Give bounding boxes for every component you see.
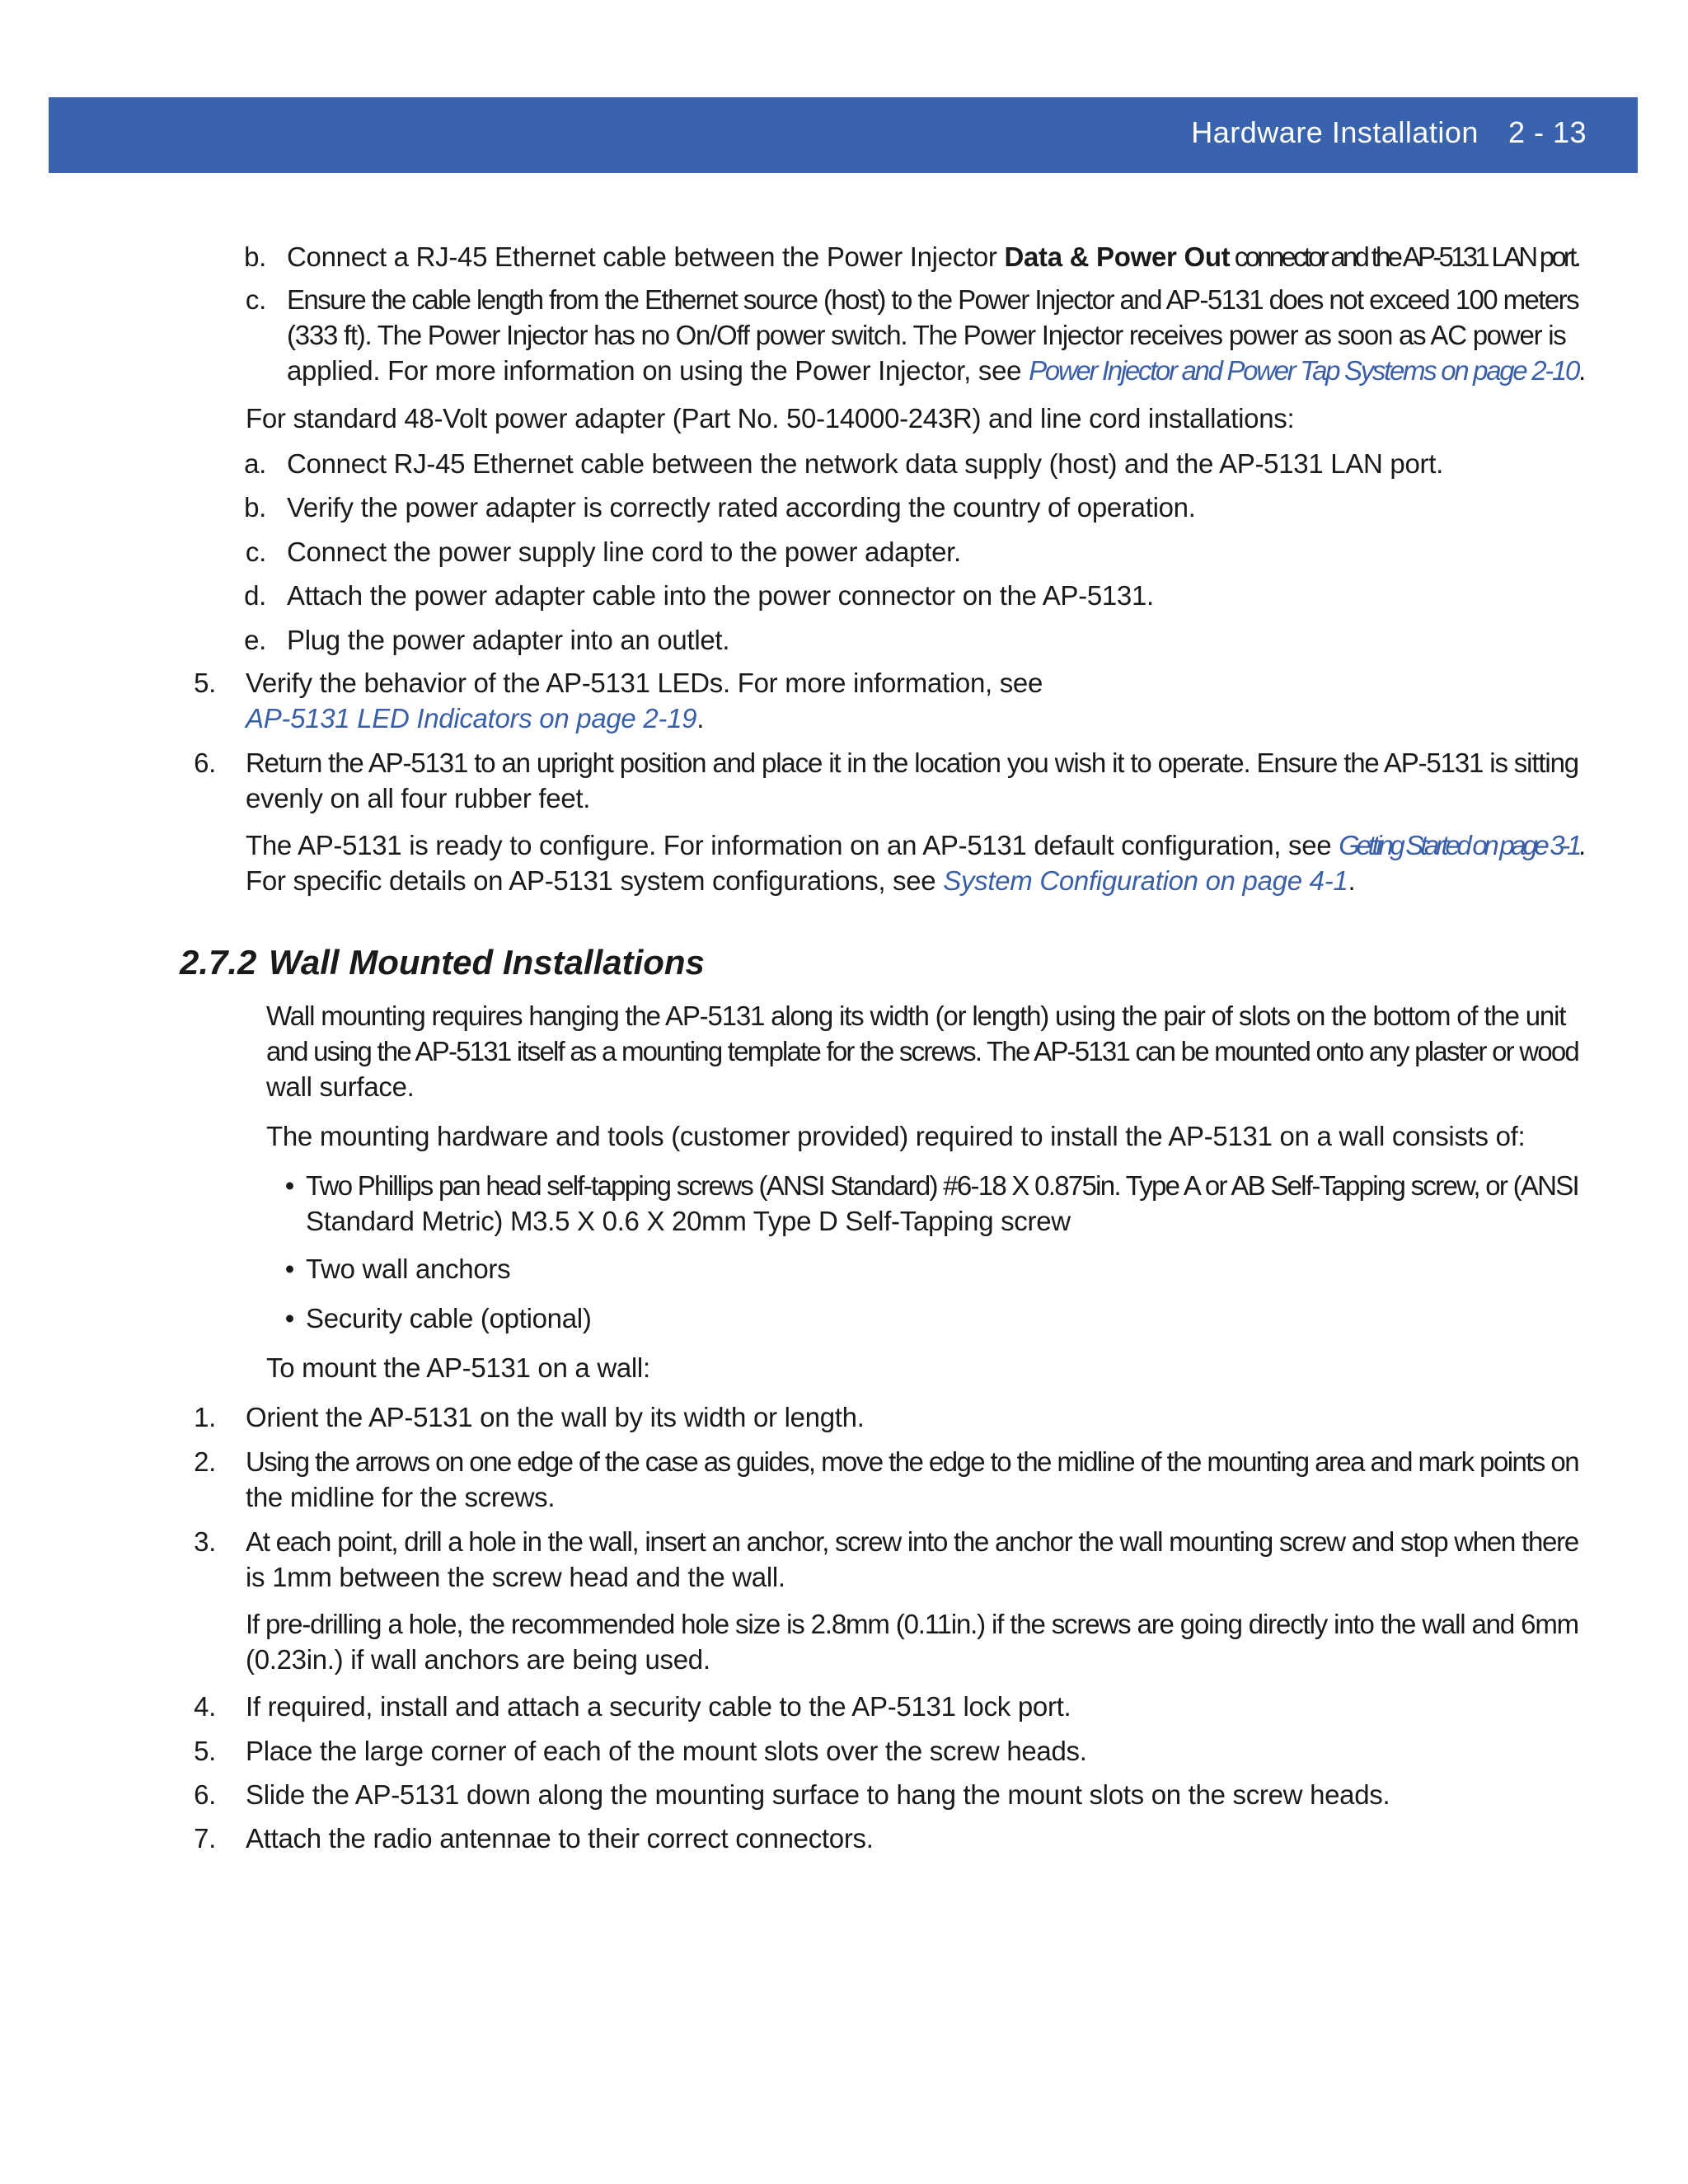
paragraph-text: For specific details on AP-5131 system configurations, see bbox=[246, 865, 944, 896]
step-text-line: At each point, drill a hole in the wall, insert an anchor, screw into the anchor the wall mounting screw and stop when there bbox=[246, 1526, 1578, 1557]
section-title: Wall Mounted Installations bbox=[269, 943, 705, 982]
link-power-injector[interactable]: Power Injector and Power Tap Systems on page 2-10 bbox=[1029, 355, 1578, 386]
step-text: Attach the power adapter cable into the power connector on the AP-5131. bbox=[287, 580, 1154, 611]
bullet-text-line: Standard Metric) M3.5 X 0.6 X 20mm Type D Self-Tapping screw bbox=[306, 1206, 1071, 1236]
bullet-glyph: • bbox=[284, 1303, 294, 1333]
hardware-intro: The mounting hardware and tools (customer provided) required to install the AP-5131 on a wall consists of: bbox=[266, 1121, 1526, 1151]
link-getting-started[interactable]: Getting Started on page 3-1 bbox=[1339, 830, 1578, 860]
mount-step-5 bbox=[181, 1733, 1087, 1769]
step-text-line: Return the AP-5131 to an upright position and place it in the location you wish it to operate. Ensure the AP-5131 is sitting bbox=[246, 748, 1578, 778]
mount-step-6 bbox=[181, 1777, 1390, 1812]
list-marker: 1. bbox=[194, 1402, 216, 1432]
punctuation: . bbox=[1348, 865, 1356, 896]
step-text-line: evenly on all four rubber feet. bbox=[246, 783, 591, 813]
list-marker: 4. bbox=[194, 1691, 216, 1722]
mount-step-4 bbox=[181, 1689, 1071, 1724]
step-text-line: (333 ft). The Power Injector has no On/Off power switch. The Power Injector receives power as soon as AC power is bbox=[287, 320, 1566, 350]
step-text: Verify the power adapter is correctly rated according the country of operation. bbox=[287, 492, 1196, 523]
section-number: 2.7.2 bbox=[180, 943, 257, 982]
list-marker: 5. bbox=[194, 668, 216, 698]
adapter-intro: For standard 48-Volt power adapter (Part No. 50-14000-243R) and line cord installations: bbox=[246, 403, 1295, 434]
wall-mount-intro bbox=[266, 998, 1578, 1104]
bullet-text: Two wall anchors bbox=[306, 1254, 511, 1284]
bullet-security-cable bbox=[266, 1301, 592, 1336]
step-text: Orient the AP-5131 on the wall by its width or length. bbox=[246, 1402, 865, 1432]
list-marker: b. bbox=[244, 241, 266, 272]
link-system-configuration[interactable]: System Configuration on page 4-1 bbox=[943, 865, 1348, 896]
note-line: If pre-drilling a hole, the recommended hole size is 2.8mm (0.11in.) if the screws are going directly into the wall and 6mm bbox=[246, 1609, 1578, 1639]
step-text-line: is 1mm between the screw head and the wall. bbox=[246, 1562, 785, 1592]
connector-label: Data & Power Out bbox=[1004, 241, 1231, 272]
list-marker: 7. bbox=[194, 1823, 216, 1854]
step-text-line: the midline for the screws. bbox=[246, 1482, 556, 1512]
mount-step-2 bbox=[181, 1444, 1578, 1515]
bullet-text-line: Two Phillips pan head self-tapping screws (ANSI Standard) #6-18 X 0.875in. Type A or AB Self-Tapping screw, or (ANSI bbox=[306, 1170, 1578, 1201]
mount-step-3-note bbox=[246, 1606, 1578, 1677]
punctuation: . bbox=[696, 703, 705, 733]
step-c-cable-length bbox=[246, 282, 1578, 388]
step-text-line: Ensure the cable length from the Ethernet source (host) to the Power Injector and AP-5131 does not exceed 100 meters bbox=[287, 284, 1578, 315]
step-text: If required, install and attach a security cable to the AP-5131 lock port. bbox=[246, 1691, 1071, 1722]
step-b-data-power-out bbox=[246, 239, 1578, 274]
list-marker: a. bbox=[244, 448, 266, 479]
list-marker: b. bbox=[244, 492, 266, 523]
adapter-step-e bbox=[246, 622, 729, 658]
step-text: connector and the AP-5131 LAN port. bbox=[1230, 241, 1578, 272]
list-marker: 5. bbox=[194, 1736, 216, 1766]
mount-step-3 bbox=[181, 1524, 1578, 1595]
paragraph-line: wall surface. bbox=[266, 1071, 415, 1102]
list-marker: c. bbox=[245, 284, 266, 315]
step-text: Place the large corner of each of the mount slots over the screw heads. bbox=[246, 1736, 1087, 1766]
list-marker: 2. bbox=[194, 1446, 216, 1477]
list-marker: 3. bbox=[194, 1526, 216, 1557]
adapter-step-d bbox=[246, 578, 1154, 613]
paragraph-text: The AP-5131 is ready to configure. For information on an AP-5131 default configuration, see bbox=[246, 830, 1339, 860]
adapter-step-a bbox=[246, 446, 1443, 481]
list-marker: c. bbox=[245, 537, 266, 567]
ready-to-configure bbox=[246, 827, 1578, 898]
adapter-step-c bbox=[246, 534, 961, 569]
header-text bbox=[1191, 115, 1587, 150]
list-marker: e. bbox=[244, 625, 266, 655]
mount-intro: To mount the AP-5131 on a wall: bbox=[266, 1352, 650, 1383]
step-text: Attach the radio antennae to their correct connectors. bbox=[246, 1823, 874, 1854]
paragraph-line: and using the AP-5131 itself as a mounting template for the screws. The AP-5131 can be mounted onto any plaster or wood bbox=[266, 1036, 1578, 1066]
bullet-glyph: • bbox=[284, 1254, 294, 1284]
list-marker: 6. bbox=[194, 748, 216, 778]
step-text: Connect a RJ-45 Ethernet cable between the Power Injector bbox=[287, 241, 1005, 272]
bullet-screws bbox=[266, 1168, 1578, 1239]
mount-step-1 bbox=[181, 1399, 865, 1435]
adapter-step-b bbox=[246, 490, 1196, 525]
page-number: 2 - 13 bbox=[1507, 115, 1587, 149]
note-line: (0.23in.) if wall anchors are being used. bbox=[246, 1644, 710, 1675]
step-text: Verify the behavior of the AP-5131 LEDs. For more information, see bbox=[246, 668, 1043, 698]
bullet-anchors bbox=[266, 1251, 510, 1286]
header-title: Hardware Installation bbox=[1191, 115, 1479, 149]
step-text: Slide the AP-5131 down along the mounting surface to hang the mount slots on the screw heads. bbox=[246, 1779, 1390, 1810]
list-marker: 6. bbox=[194, 1779, 216, 1810]
link-led-indicators[interactable]: AP-5131 LED Indicators on page 2-19 bbox=[246, 703, 697, 733]
bullet-text: Security cable (optional) bbox=[306, 1303, 592, 1333]
page-header bbox=[49, 97, 1638, 173]
step-text: Connect the power supply line cord to the power adapter. bbox=[287, 537, 961, 567]
step-text-line: applied. For more information on using the Power Injector, see bbox=[287, 355, 1029, 386]
step-5-verify-leds bbox=[181, 665, 1043, 736]
step-6-upright bbox=[181, 745, 1578, 816]
paragraph-line: Wall mounting requires hanging the AP-5131 along its width (or length) using the pair of slots on the bottom of the unit bbox=[266, 1001, 1566, 1031]
section-heading bbox=[180, 940, 705, 986]
bullet-glyph: • bbox=[284, 1170, 294, 1201]
step-text: Connect RJ-45 Ethernet cable between the network data supply (host) and the AP-5131 LAN port. bbox=[287, 448, 1443, 479]
step-text: Plug the power adapter into an outlet. bbox=[287, 625, 730, 655]
step-text-line: Using the arrows on one edge of the case as guides, move the edge to the midline of the mounting area and mark points on bbox=[246, 1446, 1578, 1477]
list-marker: d. bbox=[244, 580, 266, 611]
mount-step-7 bbox=[181, 1821, 874, 1856]
